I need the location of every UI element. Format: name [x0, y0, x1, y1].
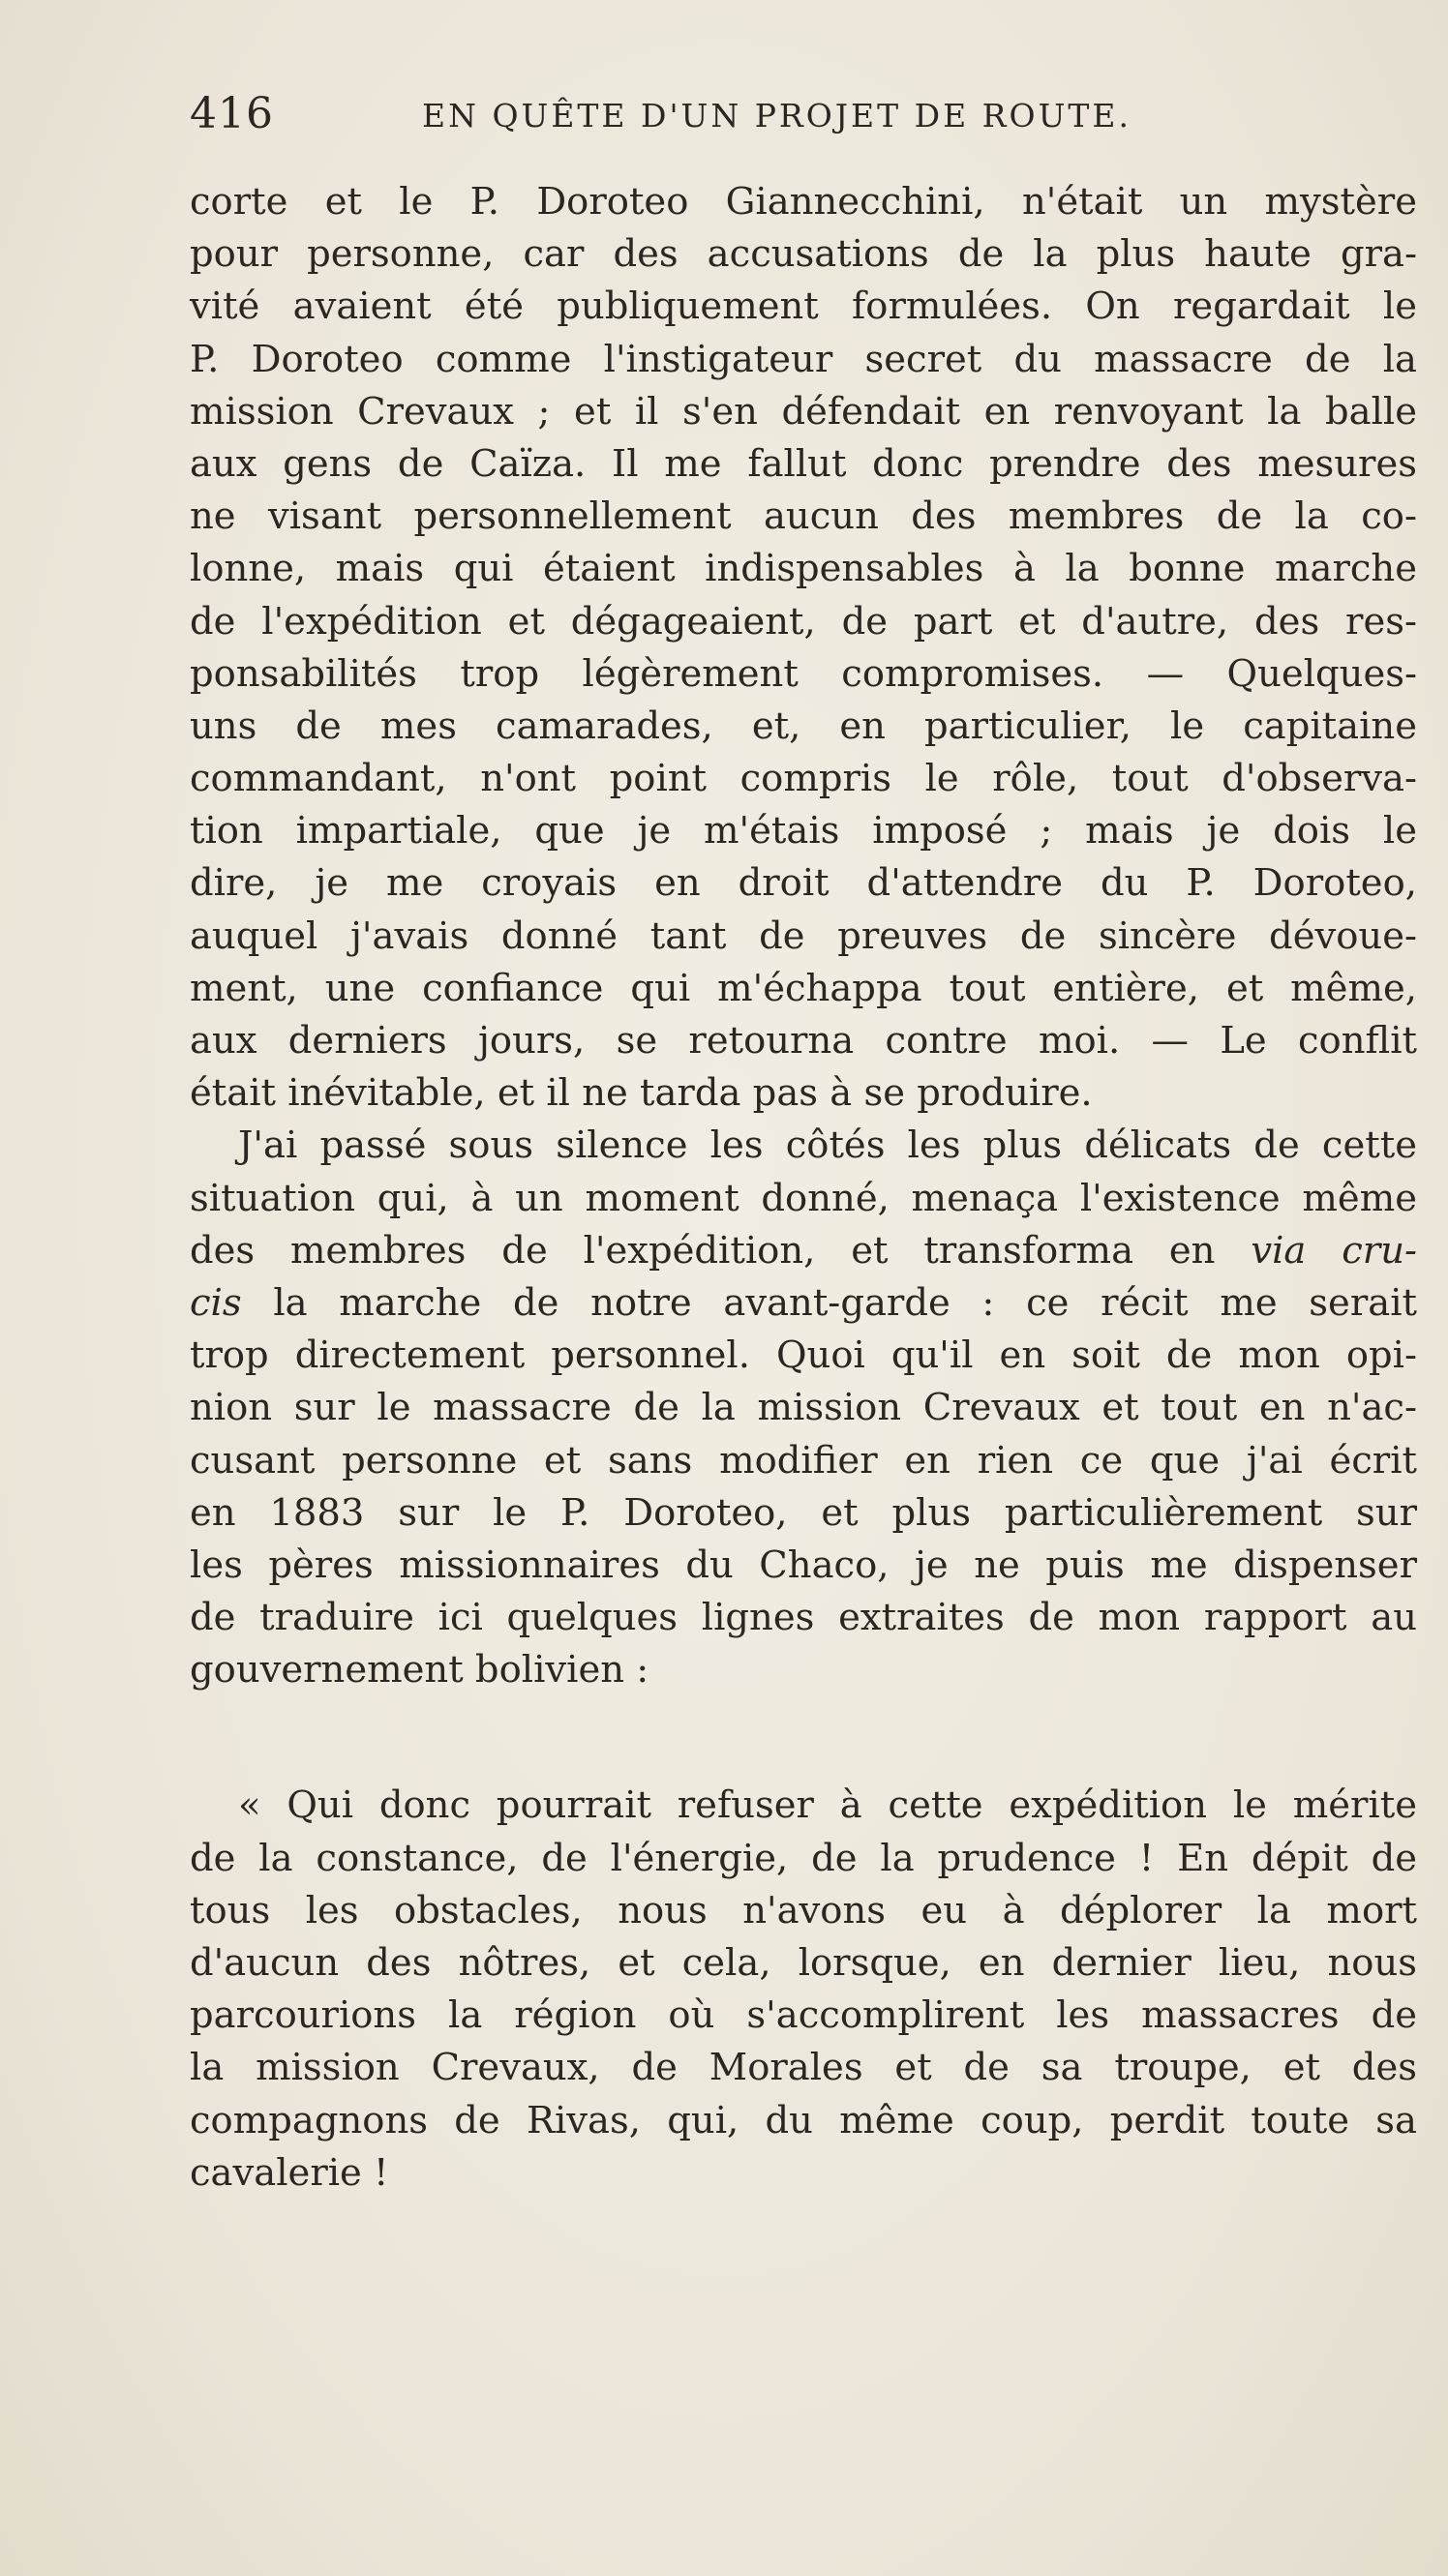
text-line: P. Doroteo comme l'instigateur secret du massacre de la	[190, 337, 1417, 381]
italic-phrase: via cru-	[1251, 1228, 1417, 1273]
quote-line: tous les obstacles, nous n'avons eu à déplorer la mort	[190, 1888, 1417, 1932]
quote-line: d'aucun des nôtres, et cela, lorsque, en dernier lieu, nous	[190, 1941, 1417, 1985]
text-line: ment, une confiance qui m'échappa tout entière, et même,	[190, 966, 1417, 1010]
text-line: ponsabilités trop légèrement compromises. — Quelques-	[190, 651, 1417, 696]
text-line: gouvernement bolivien :	[190, 1648, 649, 1692]
paragraph-1	[190, 176, 1417, 1120]
quote-line: cavalerie !	[190, 2150, 389, 2195]
text-line: aux derniers jours, se retourna contre moi. — Le conflit	[190, 1019, 1417, 1063]
page-body	[190, 176, 1417, 2200]
page-header	[190, 89, 1429, 147]
text-line: situation qui, à un moment donné, menaça l'existence même	[190, 1176, 1417, 1220]
text-line: en 1883 sur le P. Doroteo, et plus particulièrement sur	[190, 1490, 1417, 1535]
text-line: J'ai passé sous silence les côtés les plus délicats de cette	[238, 1123, 1417, 1168]
text-line: tion impartiale, que je m'étais imposé ; mais je dois le	[190, 809, 1417, 854]
text-line	[190, 1225, 1417, 1277]
text-line: vité avaient été publiquement formulées. On regardait le	[190, 285, 1417, 329]
text-segment: des membres de l'expédition, et transforma en	[190, 1228, 1216, 1273]
text-segment: la marche de notre avant-garde : ce récit me serait	[273, 1280, 1417, 1325]
section-gap	[190, 1696, 1417, 1780]
text-line: dire, je me croyais en droit d'attendre du P. Doroteo,	[190, 861, 1417, 906]
text-line: corte et le P. Doroteo Giannecchini, n'était un mystère	[190, 180, 1417, 224]
paragraph-2	[190, 1120, 1417, 1696]
text-line	[190, 1277, 1417, 1330]
text-line: pour personne, car des accusations de la plus haute gra-	[190, 232, 1417, 277]
text-line: était inévitable, et il ne tarda pas à se produire.	[190, 1071, 1093, 1116]
text-line: de l'expédition et dégageaient, de part et d'autre, des res-	[190, 599, 1417, 644]
text-line: auquel j'avais donné tant de preuves de sincère dévoue-	[190, 914, 1417, 958]
text-line: ne visant personnellement aucun des membres de la co-	[190, 494, 1417, 539]
text-line: uns de mes camarades, et, en particulier, le capitaine	[190, 704, 1417, 748]
running-title: EN QUÊTE D'UN PROJET DE ROUTE.	[422, 97, 1131, 135]
quote-line: parcourions la région où s'accomplirent les massacres de	[190, 1993, 1417, 2038]
text-line: aux gens de Caïza. Il me fallut donc prendre des mesures	[190, 441, 1417, 486]
quote-line: la mission Crevaux, de Morales et de sa troupe, et des	[190, 2046, 1417, 2090]
text-line: trop directement personnel. Quoi qu'il en soit de mon opi-	[190, 1333, 1417, 1378]
quote-line: « Qui donc pourrait refuser à cette expédition le mérite	[238, 1783, 1417, 1828]
text-line: cusant personne et sans modifier en rien ce que j'ai écrit	[190, 1438, 1417, 1483]
text-line: de traduire ici quelques lignes extraites de mon rapport au	[190, 1596, 1417, 1640]
quote-line: de la constance, de l'énergie, de la prudence ! En dépit de	[190, 1836, 1417, 1880]
text-line: les pères missionnaires du Chaco, je ne puis me dispenser	[190, 1543, 1417, 1587]
text-line: mission Crevaux ; et il s'en défendait en renvoyant la balle	[190, 389, 1417, 434]
italic-phrase: cis	[190, 1280, 242, 1325]
text-line: nion sur le massacre de la mission Crevaux et tout en n'ac-	[190, 1386, 1417, 1430]
block-quote	[190, 1780, 1417, 2200]
text-line: commandant, n'ont point compris le rôle, tout d'observa-	[190, 757, 1417, 801]
page-number: 416	[190, 89, 274, 138]
quote-line: compagnons de Rivas, qui, du même coup, perdit toute sa	[190, 2098, 1417, 2142]
text-line: lonne, mais qui étaient indispensables à la bonne marche	[190, 547, 1417, 591]
